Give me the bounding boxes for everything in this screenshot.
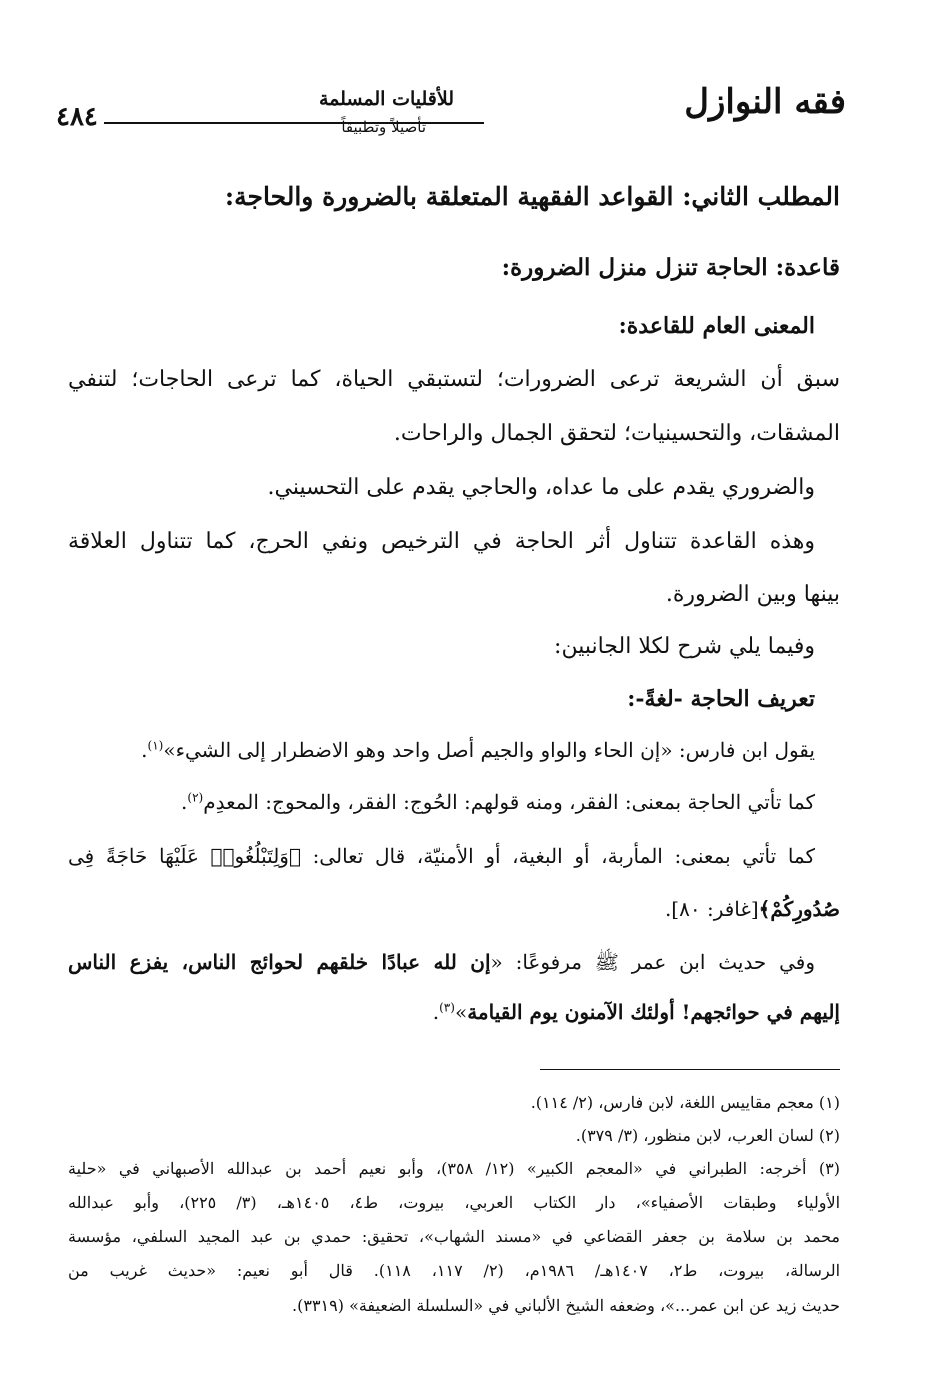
quran-verse: صُدُورِكُمْ﴾ (758, 897, 840, 921)
paragraph-line (68, 950, 815, 979)
quote-text: يقول ابن فارس: «إن الحاء والواو والجيم أصل واحد وهو الاضطرار إلى الشيء» (163, 738, 815, 762)
running-header (56, 78, 846, 148)
footnote: (٢) لسان العرب، لابن منظور، (٣/ ٣٧٩). (575, 1126, 840, 1145)
paragraph-line: وفيما يلي شرح لكلا الجانبين: (554, 634, 815, 659)
paragraph-line (68, 897, 840, 921)
paragraph-line: المشقات، والتحسينيات؛ لتحقق الجمال والراحات. (393, 421, 840, 446)
paragraph-line: سبق أن الشريعة ترعى الضرورات؛ لتستبقي الحياة، كما ترعى الحاجات؛ لتنفي (68, 367, 840, 392)
paragraph-line: كما تأتي بمعنى: المأربة، أو البغية، أو الأمنيّة، قال تعالى: ﴿وَلِتَبْلُغُوا۟ عَلَيْهَا حَاجَةً فِى (68, 844, 815, 868)
quote-text: كما تأتي الحاجة بمعنى: الفقر، ومنه قولهم: الحُوج: الفقر، والمحوج: المعدِم (203, 790, 815, 814)
meaning-heading: المعنى العام للقاعدة: (618, 313, 815, 339)
footnote-ref[interactable]: (٣) (439, 1000, 455, 1015)
definition-heading: تعريف الحاجة -لغةً-: (627, 686, 815, 712)
page-number: ٤٨٤ (56, 102, 98, 132)
paragraph-line: يقول ابن فارس: «إن الحاء والواو والجيم أصل واحد وهو الاضطرار إلى الشيء»$^{(١)}$. (141, 738, 815, 762)
hadith-text: إن لله عبادًا خلقهم لحوائج الناس، يفزع الناس (68, 950, 491, 974)
footnote: (٣) أخرجه: الطبراني في «المعجم الكبير» (١٢/ ٣٥٨)، وأبو نعيم أحمد بن عبدالله الأصبهاني في «حلية (68, 1159, 840, 1178)
section-heading: المطلب الثاني: القواعد الفقهية المتعلقة بالضرورة والحاجة: (224, 182, 840, 211)
book-title: فقه النوازل (684, 82, 846, 122)
paragraph-line: بينها وبين الضرورة. (665, 582, 840, 607)
book-subtitle: للأقليات المسلمة (319, 88, 454, 110)
rule-heading: قاعدة: الحاجة تنزل منزل الضرورة: (501, 254, 840, 281)
footnote-separator (540, 1069, 840, 1070)
hadith-intro: وفي حديث ابن عمر ﷺ مرفوعًا: « (490, 950, 815, 974)
header-rule (104, 122, 484, 124)
paragraph-line: وهذه القاعدة تتناول أثر الحاجة في الترخيص ونفي الحرج، كما تتناول العلاقة (68, 529, 815, 554)
footnote-ref[interactable]: (٢) (187, 790, 204, 805)
footnote: حديث زيد عن ابن عمر...»، وضعفه الشيخ الألباني في «السلسلة الضعيفة» (٣٣١٩). (292, 1296, 840, 1315)
paragraph-line: كما تأتي الحاجة بمعنى: الفقر، ومنه قولهم: الحُوج: الفقر، والمحوج: المعدِم$^{(٢)}$. (181, 790, 815, 814)
footnote: الرسالة، بيروت، ط٢، ١٤٠٧هـ/ ١٩٨٦م، (٢/ ١١٧، ١١٨). قال أبو نعيم: «حديث غريب من (68, 1261, 841, 1280)
paragraph-line: والضروري يقدم على ما عداه، والحاجي يقدم على التحسيني. (267, 475, 815, 500)
verse-reference: [غافر: ٨٠]. (664, 897, 759, 921)
paragraph-line: إليهم في حوائجهم! أولئك الآمنون يوم القيامة»$^{(٣)}$. (432, 1000, 840, 1024)
book-subtitle-secondary: تأصيلاً وتطبيقاً (341, 118, 426, 136)
footnote: الأولياء وطبقات الأصفياء»، دار الكتاب العربي، بيروت، ط٤، ١٤٠٥هـ، (٣/ ٢٢٥)، وأبو عبدالله (68, 1193, 841, 1212)
footnote-ref[interactable]: (١) (147, 738, 164, 753)
hadith-text: إليهم في حوائجهم! أولئك الآمنون يوم القيامة (467, 1000, 840, 1024)
footnote: (١) معجم مقاييس اللغة، لابن فارس، (٢/ ١١٤). (530, 1093, 840, 1112)
footnote: محمد بن سلامة بن جعفر القضاعي في «مسند الشهاب»، تحقيق: حمدي بن عبد المجيد السلفي، مؤسسة (68, 1227, 841, 1246)
